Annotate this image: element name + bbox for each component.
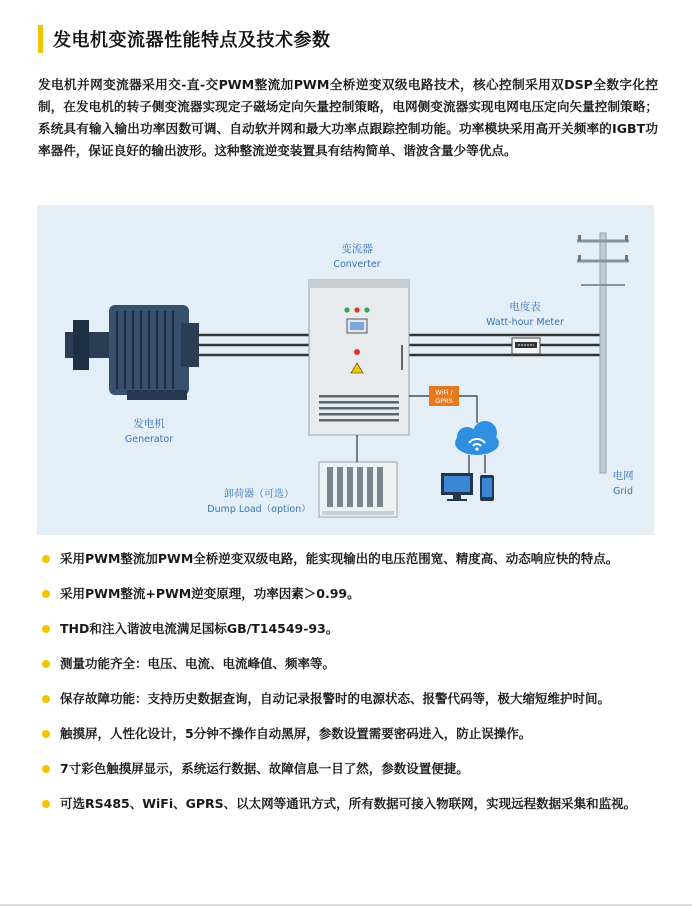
dump-load-label-cn: 卸荷器（可选） bbox=[224, 489, 294, 500]
bullet-dot-icon bbox=[42, 555, 50, 563]
watt-hour-meter-icon bbox=[512, 338, 540, 354]
section-heading bbox=[38, 24, 331, 54]
list-item bbox=[42, 688, 662, 709]
converter-cabinet bbox=[309, 280, 409, 435]
converter-label-en: Converter bbox=[333, 259, 381, 270]
bullet-dot-icon bbox=[42, 590, 50, 598]
list-item-text: 可选RS485、WiFi、GPRS、以太网等通讯方式，所有数据可接入物联网，实现远程数据采集和监视。 bbox=[60, 796, 637, 811]
intro-paragraph: 发电机并网变流器采用交-直-交PWM整流加PWM全桥逆变双级电路技术，核心控制采用双DSP全数字化控制，在发电机的转子侧变流器实现定子磁场定向矢量控制策略，电网侧变流器实现电网电压定向矢量控制策略；系统具有输入输出功率因数可调、自动软并网和最大功率点跟踪控制功能。功率模块采用高开关频率的IGBT功率器件，保证良好的输出波形。这种整流逆变装置具有结构简单、谐波含量少等优点。 bbox=[38, 77, 658, 158]
list-item-text: 触摸屏，人性化设计，5分钟不操作自动黑屏，参数设置需要密码进入，防止误操作。 bbox=[60, 726, 532, 741]
list-item-text: 采用PWM整流加PWM全桥逆变双级电路，能实现输出的电压范围宽、精度高、动态响应快的特点。 bbox=[60, 551, 619, 566]
bullet-dot-icon bbox=[42, 695, 50, 703]
meter-label-cn: 电度表 bbox=[509, 301, 541, 313]
dump-load-label-en: Dump Load（option） bbox=[207, 504, 311, 515]
list-item bbox=[42, 653, 662, 674]
list-item-text: 保存故障功能：支持历史数据查询，自动记录报警时的电源状态、报警代码等，极大缩短维护时间。 bbox=[60, 691, 611, 706]
dump-load-cabinet bbox=[319, 462, 397, 517]
generator-label-en: Generator bbox=[124, 434, 174, 445]
phone-icon bbox=[480, 475, 494, 501]
list-item bbox=[42, 583, 662, 604]
list-item-text: 测量功能齐全：电压、电流、电流峰值、频率等。 bbox=[60, 656, 336, 671]
bullet-dot-icon bbox=[42, 625, 50, 633]
meter-label-en: Watt-hour Meter bbox=[486, 317, 564, 328]
list-item-text: 7寸彩色触摸屏显示，系统运行数据、故障信息一目了然，参数设置便捷。 bbox=[60, 761, 469, 776]
generator-label-cn: 发电机 bbox=[133, 418, 165, 430]
feature-list bbox=[42, 548, 662, 814]
bullet-dot-icon bbox=[42, 765, 50, 773]
bullet-dot-icon bbox=[42, 730, 50, 738]
wifi-tag-line1: WiFi / bbox=[435, 388, 453, 397]
list-item bbox=[42, 548, 662, 569]
grid-label-en: Grid bbox=[613, 486, 633, 497]
page-title: 发电机变流器性能特点及技术参数 bbox=[53, 30, 331, 51]
bullet-dot-icon bbox=[42, 800, 50, 808]
bullet-dot-icon bbox=[42, 660, 50, 668]
system-diagram bbox=[37, 205, 654, 535]
converter-label-cn: 变流器 bbox=[341, 243, 373, 255]
heading-accent-bar bbox=[38, 25, 43, 53]
list-item bbox=[42, 758, 662, 779]
wifi-tag-line2: GPRS bbox=[435, 397, 453, 405]
list-item-text: THD和注入谐波电流满足国标GB/T14549-93。 bbox=[60, 621, 339, 636]
list-item bbox=[42, 618, 662, 639]
footer-divider bbox=[0, 904, 692, 906]
list-item bbox=[42, 793, 662, 814]
grid-label-cn: 电网 bbox=[612, 470, 634, 482]
list-item-text: 采用PWM整流+PWM逆变原理，功率因素＞0.99。 bbox=[60, 586, 360, 601]
list-item bbox=[42, 723, 662, 744]
